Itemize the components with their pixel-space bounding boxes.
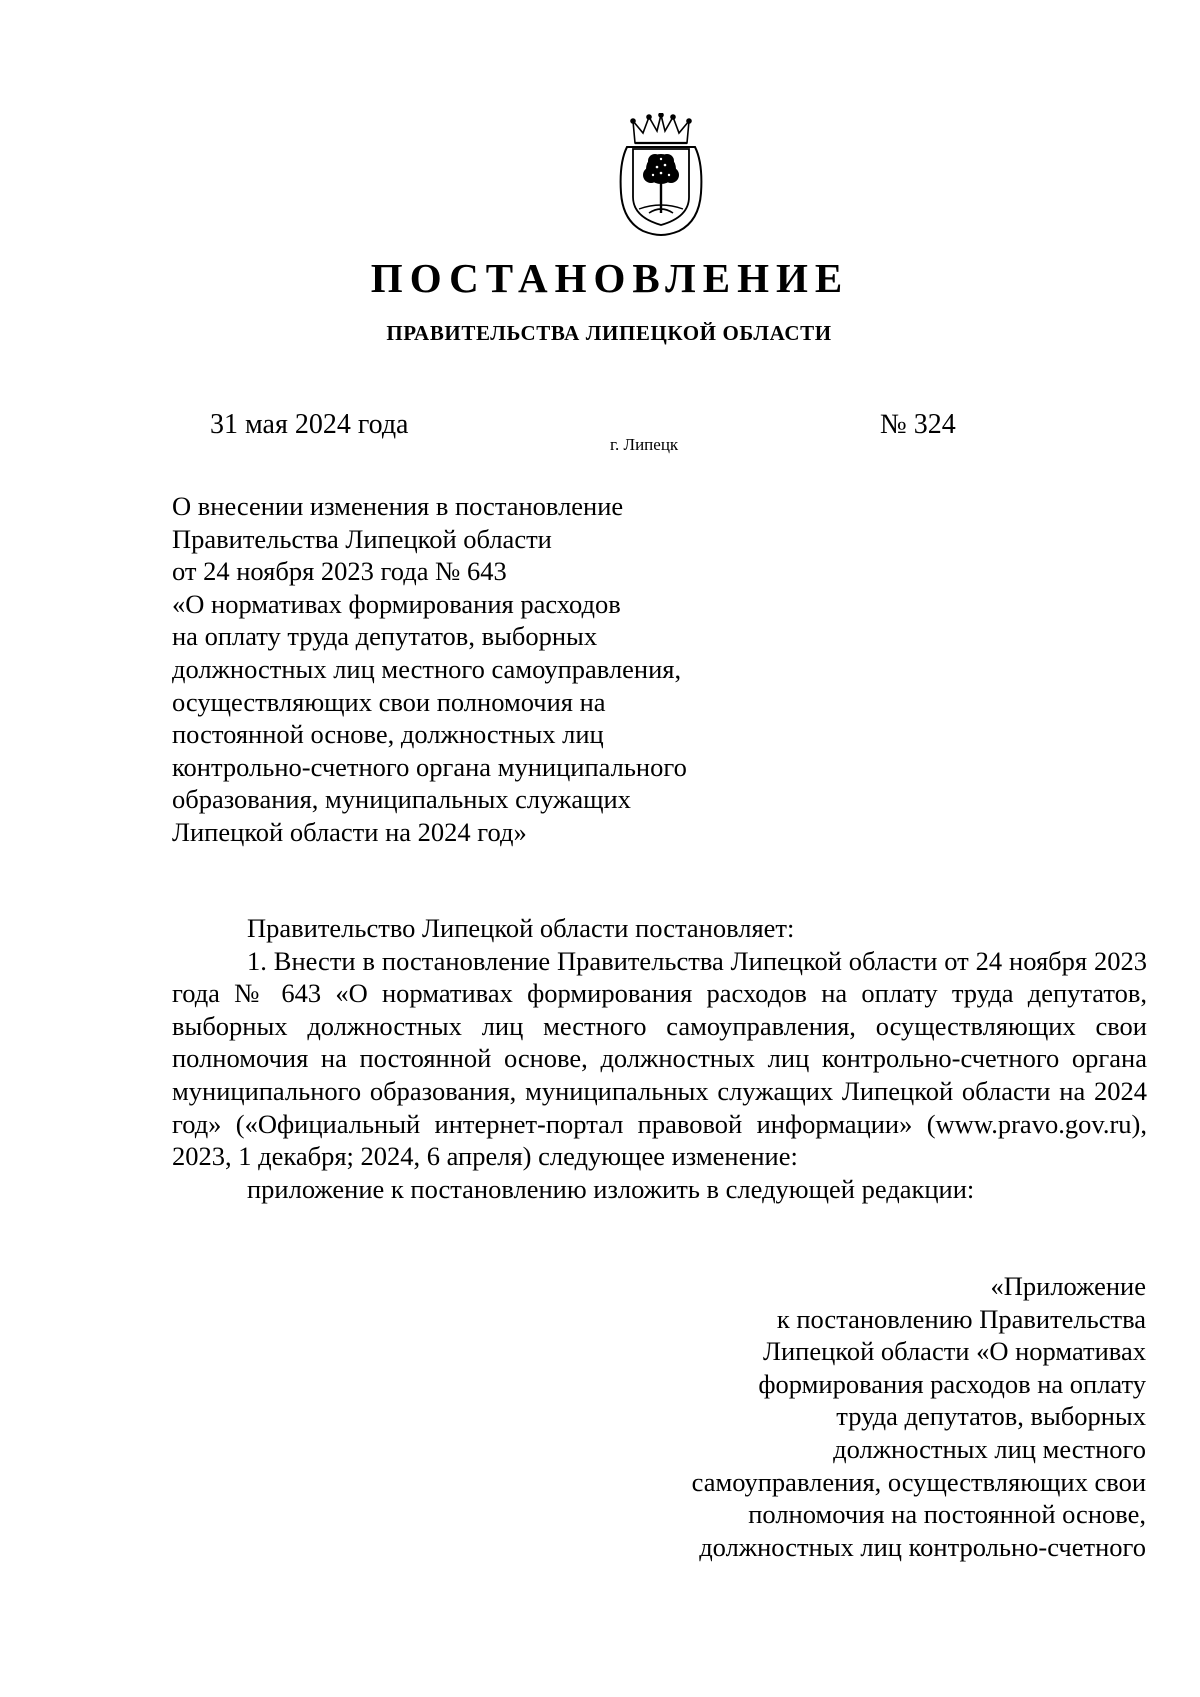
subject-line: осуществляющих свои полномочия на: [172, 686, 606, 717]
subject-line: постоянной основе, должностных лиц: [172, 719, 604, 750]
body-intro: Правительство Липецкой области постановляет:: [247, 913, 795, 943]
appendix-line: формирования расходов на оплату: [758, 1368, 1146, 1399]
document-number: № 324: [880, 409, 956, 440]
document-city: г. Липецк: [610, 435, 679, 454]
appendix-header: [586, 1270, 1146, 1563]
subject-line: должностных лиц местного самоуправления,: [172, 653, 682, 684]
appendix-line: должностных лиц контрольно-счетного: [699, 1531, 1146, 1562]
appendix-line: труда депутатов, выборных: [836, 1401, 1146, 1432]
document-title: ПОСТАНОВЛЕНИЕ: [370, 255, 850, 301]
coat-of-arms-icon: [613, 113, 709, 239]
body-amendment: приложение к постановлению изложить в следующей редакции:: [247, 1173, 975, 1204]
subject-line: на оплату труда депутатов, выборных: [172, 621, 598, 652]
appendix-line: Липецкой области «О нормативах: [763, 1336, 1146, 1367]
subject-line: Липецкой области на 2024 год»: [172, 816, 527, 847]
document-subtitle: ПРАВИТЕЛЬСТВА ЛИПЕЦКОЙ ОБЛАСТИ: [386, 321, 832, 345]
subject-line: Правительства Липецкой области: [172, 523, 552, 554]
appendix-line: должностных лиц местного: [833, 1433, 1146, 1464]
document-date: 31 мая 2024 года: [210, 409, 409, 440]
appendix-line: полномочия на постоянной основе,: [748, 1499, 1146, 1530]
document-body: [172, 912, 1147, 1205]
body-paragraph-1: 1. Внести в постановление Правительства Липецкой области от 24 ноября 2023 года № 643 «О нормативах формирования расходов на оплату труда депутатов, выборных должностных лиц местного самоуправления, осуществляющих свои полномочия на постоянной основе, должностных лиц контрольно-счетного органа муниципального образования, муниципальных служащих Липецкой области на 2024 год» («Официальный интернет-портал правовой информации» (www.pravo.gov.ru), 2023, 1 декабря; 2024, 6 апреля) следующее изменение:: [172, 945, 1147, 1172]
subject-line: О внесении изменения в постановление: [172, 491, 624, 521]
subject-line: контрольно-счетного органа муниципального: [172, 751, 687, 782]
document-subject: [172, 490, 772, 849]
appendix-line: к постановлению Правительства: [776, 1303, 1146, 1334]
subject-line: от 24 ноября 2023 года № 643: [172, 556, 507, 587]
subject-line: «О нормативах формирования расходов: [172, 588, 621, 619]
subject-line: образования, муниципальных служащих: [172, 784, 631, 815]
appendix-line: «Приложение: [990, 1271, 1146, 1301]
appendix-line: самоуправления, осуществляющих свои: [691, 1466, 1146, 1497]
